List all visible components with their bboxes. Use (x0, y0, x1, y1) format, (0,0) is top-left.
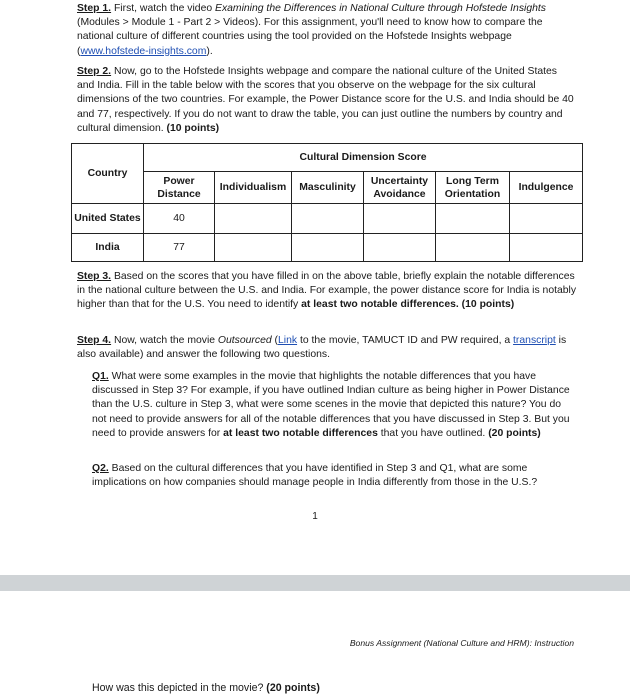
q1-text-2: that you have outlined. (377, 427, 489, 439)
step4-text: Now, watch the movie (111, 335, 218, 346)
score-cell (436, 234, 510, 262)
score-cell (364, 204, 436, 234)
q1-emphasis: at least two notable differences (223, 427, 378, 439)
transcript-link[interactable]: transcript (513, 335, 556, 346)
q1-paragraph (92, 370, 570, 441)
step1-text: First, watch the video (111, 3, 216, 14)
step2-text: Now, go to the Hofstede Insights webpage and compare the national culture of the United States and India. Fill in the table below with the scores that you observe on the webpage for the six cultural dimensions of the two countries. For example, the Power Distance score for the U.S. and India should be 40 and 77, respectively. If you do not want to draw the table, you can just outline the numbers by country and cultural dimension. (77, 66, 574, 134)
bottom-question (92, 681, 320, 695)
step1-text-3: ). (206, 45, 213, 57)
score-cell (292, 234, 364, 262)
dimension-header: Indulgence (510, 172, 583, 204)
score-cell (364, 234, 436, 262)
step2-label: Step 2. (77, 66, 112, 77)
bottom-question-points: (20 points) (266, 682, 320, 694)
q2-text: Based on the cultural differences that you have identified in Step 3 and Q1, what are some implications on how companies should manage people in India differently from those in the U.S.? (92, 463, 538, 489)
country-cell: United States (72, 204, 144, 234)
score-cell (436, 204, 510, 234)
dimension-header: Uncertainty Avoidance (364, 172, 436, 204)
step4-text-4: is also available) and answer the following two questions. (77, 335, 567, 361)
movie-link[interactable]: Link (278, 335, 298, 346)
step4-paragraph (77, 334, 577, 362)
step3-emphasis: at least two notable differences (301, 299, 456, 311)
score-cell (215, 234, 292, 262)
step3-points: . (10 points) (455, 299, 515, 311)
country-header: Country (72, 144, 144, 204)
q2-label: Q2. (92, 463, 109, 474)
score-cell (510, 204, 583, 234)
step1-label: Step 1. (77, 3, 112, 14)
step4-text-2: ( (271, 335, 278, 346)
step3-text: Based on the scores that you have filled in on the above table, briefly explain the notable differences in the national culture between the U.S. and India. For example, the power distance score for India is notably higher than that for the U.S. You need to identify (77, 271, 577, 311)
step3-label: Step 3. (77, 271, 112, 282)
score-cell (215, 204, 292, 234)
dimension-header: Masculinity (292, 172, 364, 204)
page-separator (0, 575, 630, 591)
step4-text-3: to the movie, TAMUCT ID and PW required, a (297, 335, 514, 346)
step3-paragraph (77, 270, 577, 313)
score-cell: 77 (144, 234, 215, 262)
movie-title: Outsourced (217, 335, 272, 346)
step1-text-2: (Modules > Module 1 - Part 2 > Videos). For this assignment, you'll need to know how to compare the national culture of different countries using the tool provided on the Hofstede Insights webpage ( (77, 17, 543, 57)
step2-points: (10 points) (166, 122, 220, 134)
table-row (72, 234, 583, 262)
cultural-dimension-header: Cultural Dimension Score (144, 144, 583, 172)
table-row (72, 204, 583, 234)
q2-paragraph (92, 462, 570, 490)
video-title: Examining the Differences in National Culture through Hofstede Insights (215, 3, 546, 14)
dimension-header: Power Distance (144, 172, 215, 204)
score-cell: 40 (144, 204, 215, 234)
score-cell (292, 204, 364, 234)
q1-text: What were some examples in the movie that highlights the notable differences that you have discussed in Step 3? For example, if you have outlined Indian culture as being higher in Power Distance than the U.S. culture in Step 3, what were some scenes in the movie that depicted this nature? You do not need to provide answers for all of the notable differences that you have discussed in Step 3. But you need to provide answers for (92, 371, 570, 439)
bottom-question-text: How was this depicted in the movie? (92, 682, 267, 694)
step2-paragraph (77, 65, 577, 136)
cultural-dimension-table (71, 143, 583, 262)
dimension-header: Individualism (215, 172, 292, 204)
hofstede-link[interactable]: www.hofstede-insights.com (80, 45, 207, 57)
q1-label: Q1. (92, 371, 109, 382)
q1-points: (20 points) (488, 427, 541, 439)
score-cell (510, 234, 583, 262)
page-number: 1 (312, 511, 318, 522)
dimension-header: Long Term Orientation (436, 172, 510, 204)
step4-label: Step 4. (77, 335, 112, 346)
page-footer: Bonus Assignment (National Culture and HRM): Instruction (349, 638, 574, 648)
step1-paragraph (77, 2, 577, 59)
country-cell: India (72, 234, 144, 262)
